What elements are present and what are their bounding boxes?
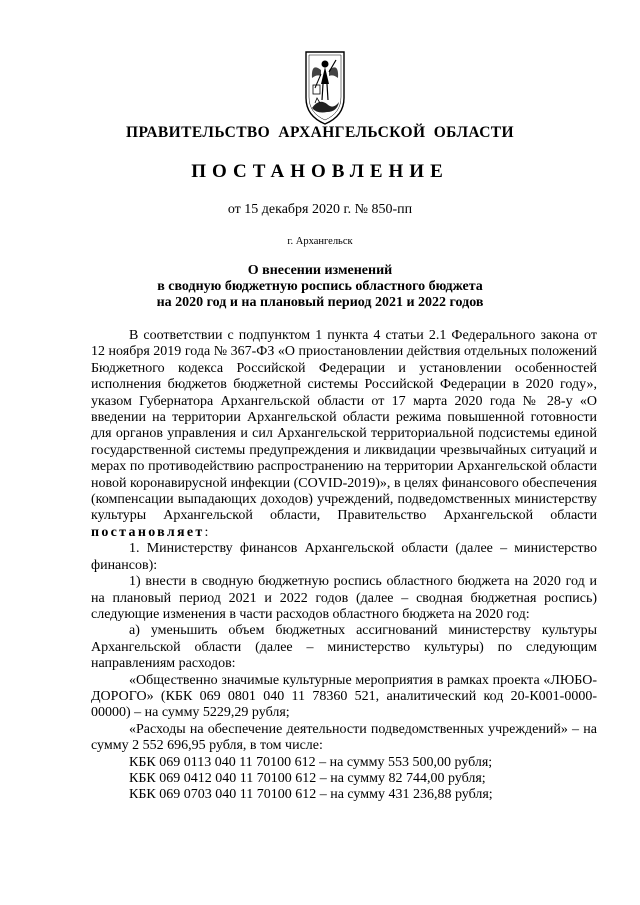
expense-direction-paragraph: «Общественно значимые культурные мероприятия в рамках проекта «ЛЮБО-ДОРОГО» (КБК 069 0801 040 11 78360 521, аналитический код 20-К001-0000-00000) – на сумму 5229,29 рубля; xyxy=(91,672,597,721)
resolves-colon: : xyxy=(204,524,209,540)
document-title xyxy=(0,263,640,311)
resolves-keyword: постановляет xyxy=(91,524,205,540)
item-a-paragraph: а) уменьшить объем бюджетных ассигнований министерству культуры Архангельской области (далее – министерство культуры) по следующим направлениям расходов: xyxy=(91,623,597,672)
title-line: О внесении изменений xyxy=(247,263,393,278)
title-line: в сводную бюджетную роспись областного бюджета xyxy=(157,279,483,294)
document-type: ПОСТАНОВЛЕНИЕ xyxy=(191,161,449,182)
item-1-1-paragraph: 1) внести в сводную бюджетную роспись областного бюджета на 2020 год и на плановый период 2021 и 2022 годов (далее – сводная бюджетная роспись) следующие изменения в части расходов областного бюджета на 2020 год: xyxy=(91,574,597,622)
kbk-line: КБК 069 0703 040 11 70100 612 – на сумму 431 236,88 рубля; xyxy=(129,787,493,803)
preamble-text: В соответствии с подпунктом 1 пункта 4 статьи 2.1 Федерального закона от 12 ноября 2019 года № 367-ФЗ «О приостановлении действия отдельных положений Бюджетного кодекса Российской Федерации и установлении особенностей исполнения бюджетов бюджетной системы Российской Федерации в 2020 году», указом Губернатора Архангельской области от 17 марта 2020 года № 28-у «О введении на территории Архангельской области режима повышенной готовности для органов управления и сил Архангельской территориальной подсистемы единой государственной системы предупреждения и ликвидации чрезвычайных ситуаций и мерах по противодействию распространению на территории Архангельской области новой коронавирусной инфекции (COVID-2019)», в целях финансового обеспечения (компенсации выпадающих доходов) учреждений, подведомственных министерству культуры Архангельской области, Правительство Архангельской области xyxy=(91,328,597,524)
government-name: ПРАВИТЕЛЬСТВО АРХАНГЕЛЬСКОЙ ОБЛАСТИ xyxy=(125,124,514,141)
document-body xyxy=(91,328,597,804)
kbk-line: КБК 069 0412 040 11 70100 612 – на сумму 82 744,00 рубля; xyxy=(129,770,486,786)
preamble-paragraph xyxy=(91,328,597,541)
item-1-paragraph: 1. Министерству финансов Архангельской области (далее – министерство финансов): xyxy=(91,541,597,573)
expense-direction-paragraph: «Расходы на обеспечение деятельности подведомственных учреждений» – на сумму 2 552 696,95 рубля, в том числе: xyxy=(91,721,597,754)
document-date-number: от 15 декабря 2020 г. № 850-пп xyxy=(227,202,413,217)
title-line: на 2020 год и на плановый период 2021 и 2022 годов xyxy=(156,295,484,310)
document-city: г. Архангельск xyxy=(287,236,353,247)
coat-of-arms-icon xyxy=(303,48,347,126)
kbk-line: КБК 069 0113 040 11 70100 612 – на сумму 553 500,00 рубля; xyxy=(129,754,493,770)
